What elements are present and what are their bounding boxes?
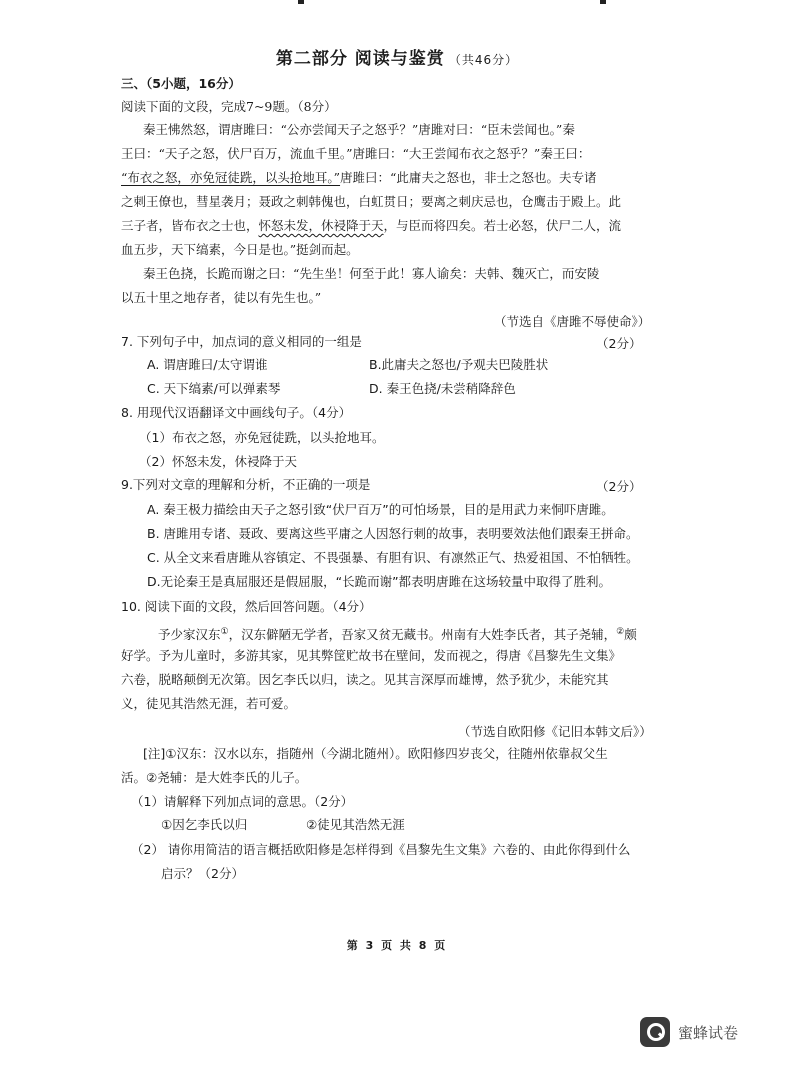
note-marker: ① <box>220 627 229 637</box>
q10-text: 予少家汉东 <box>158 627 221 643</box>
q9-option-d: D.无论秦王是真屈服还是假屈服，“长跪而谢”都表明唐雎在这场较量中取得了胜利。 <box>147 574 612 589</box>
underlined-sentence: “布衣之怒，亦免冠徒跣，以头抢地耳。” <box>121 170 341 185</box>
q10-passage-line: 六卷，脱略颠倒无次第。因乞李氏以归，读之。见其言深厚而雄博，然予犹少，未能究其 <box>121 672 609 687</box>
scan-mark <box>298 0 304 4</box>
scan-mark <box>600 0 606 4</box>
passage-line <box>121 170 596 186</box>
q9-score: （2分） <box>596 479 642 494</box>
q10-text: ，汉东僻陋无学者，吾家又贫无藏书。州南有大姓李氏者，其子尧辅， <box>228 627 617 643</box>
passage-line: 秦王色挠，长跪而谢之曰：“先生坐！何至于此！寡人谕矣：夫韩、魏灭亡，而安陵 <box>143 266 600 281</box>
q10-sub1-a: ①因乞李氏以归 <box>161 817 248 832</box>
instruction: 阅读下面的文段，完成7~9题。（8分） <box>121 99 337 114</box>
q7-option-d: D. 秦王色挠/未尝稍降辞色 <box>369 381 516 396</box>
q7-option-a: A. 谓唐雎曰/太守谓谁 <box>147 357 268 372</box>
q8-sentence-2: （2）怀怒未发，休祲降于天 <box>139 454 297 469</box>
page-title <box>0 44 794 69</box>
q10-sub1: （1）请解释下列加点词的意思。（2分） <box>131 794 354 809</box>
q9-option-c: C. 从全文来看唐雎从容镇定、不畏强暴、有胆有识、有凛然正气、热爱祖国、不怕牺牲。 <box>147 550 639 565</box>
passage-line: 王曰：“天子之怒，伏尸百万，流血千里。”唐雎曰：“大王尝闻布衣之怒乎？”秦王曰： <box>121 146 591 161</box>
q9-option-a: A. 秦王极力描绘由天子之怒引致“伏尸百万”的可怕场景，目的是用武力来恫吓唐雎。 <box>147 502 614 517</box>
q7-score: （2分） <box>596 336 642 351</box>
passage-text: ，与臣而将四矣。若士必怒，伏尸二人，流 <box>383 218 622 233</box>
q10-note: [注]①汉东：汉水以东，指随州（今湖北随州）。欧阳修四岁丧父，往随州依靠叔父生 <box>143 746 608 761</box>
passage-line <box>121 218 621 234</box>
q8-sentence-1: （1）布衣之怒，亦免冠徒跣，以头抢地耳。 <box>139 430 385 445</box>
q10-passage-line: 义，徒见其浩然无涯，若可爱。 <box>121 696 297 711</box>
watermark-logo <box>640 1017 738 1047</box>
magnifier-q-icon <box>640 1017 670 1047</box>
q9-stem: 9.下列对文章的理解和分析，不正确的一项是 <box>121 477 371 492</box>
q10-source: （节选自欧阳修《记旧本韩文后》） <box>458 724 652 739</box>
passage-source: （节选自《唐雎不辱使命》） <box>494 314 651 329</box>
q10-stem: 10. 阅读下面的文段，然后回答问题。（4分） <box>121 599 372 614</box>
q10-sub2-cont: 启示？（2分） <box>161 866 244 881</box>
wavy-underlined-sentence: 怀怒未发，休祲降于天 <box>258 218 384 233</box>
q9-option-b: B. 唐雎用专诸、聂政、要离这些平庸之人因怒行刺的故事，表明要效法他们跟秦王拼命。 <box>147 526 639 541</box>
passage-line: 血五步，天下缟素，今日是也。”挺剑而起。 <box>121 242 359 257</box>
passage-text: 唐雎曰：“此庸夫之怒也，非士之怒也。夫专诸 <box>340 170 597 185</box>
q8-stem: 8. 用现代汉语翻译文中画线句子。（4分） <box>121 405 352 420</box>
q10-sub2: （2） 请你用简洁的语言概括欧阳修是怎样得到《昌黎先生文集》六卷的、由此你得到什么 <box>131 842 631 857</box>
q10-note: 活。②尧辅：是大姓李氏的儿子。 <box>121 770 308 785</box>
passage-line: 以五十里之地存者，徒以有先生也。” <box>121 290 322 305</box>
passage-text: 三子者，皆布衣之士也， <box>121 218 259 233</box>
title-score: （共46分） <box>448 53 519 67</box>
q7-option-c: C. 天下缟素/可以弹素琴 <box>147 381 281 396</box>
q10-passage-line <box>158 624 637 643</box>
q10-passage-line: 好学。予为儿童时，多游其家，见其弊筐贮故书在壁间，发而视之，得唐《昌黎先生文集》 <box>121 648 622 663</box>
q7-stem: 7. 下列句子中，加点词的意义相同的一组是 <box>121 334 362 349</box>
passage-line: 秦王怫然怒，谓唐雎曰：“公亦尝闻天子之怒乎？”唐雎对曰：“臣未尝闻也。”秦 <box>143 122 575 137</box>
watermark-text: 蜜蜂试卷 <box>678 1023 739 1042</box>
page-number: 第 3 页 共 8 页 <box>346 939 448 952</box>
title-text: 第二部分 阅读与鉴赏 <box>275 49 445 69</box>
note-marker: ② <box>616 627 625 637</box>
q10-sub1-b: ②徒见其浩然无涯 <box>306 817 405 832</box>
passage-line: 之刺王僚也，彗星袭月；聂政之刺韩傀也，白虹贯日；要离之刺庆忌也，仓鹰击于殿上。此 <box>121 194 622 209</box>
section-heading: 三、（5小题，16分） <box>121 76 241 91</box>
q7-option-b: B.此庸夫之怒也/予观夫巴陵胜状 <box>369 357 549 372</box>
q10-text: 颇 <box>624 627 637 643</box>
